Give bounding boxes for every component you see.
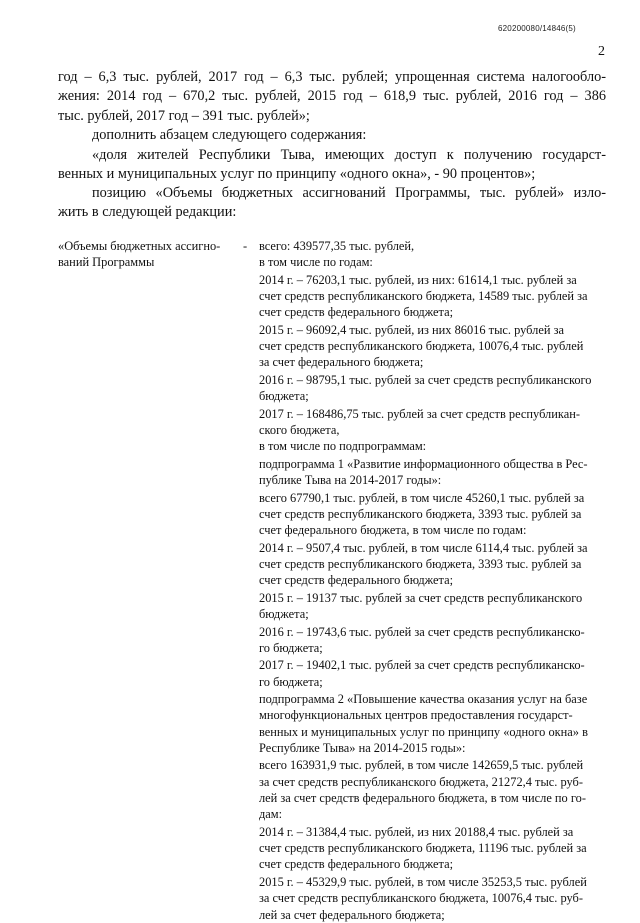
content-line: за счет федерального бюджета; <box>259 355 424 370</box>
content-line: подпрограмма 2 «Повышение качества оказания услуг на базе <box>259 692 588 707</box>
content-line: 2015 г. – 19137 тыс. рублей за счет средств республиканского <box>259 590 583 605</box>
content-line: 2015 г. – 45329,9 тыс. рублей, в том числе 35253,5 тыс. рублей <box>259 874 587 889</box>
paragraph-add-clause <box>58 126 606 145</box>
content-line: ского бюджета, <box>259 423 340 438</box>
content-line: в том числе по годам: <box>259 255 373 270</box>
paragraph-tax-continuation <box>58 68 606 126</box>
content-line: всего 163931,9 тыс. рублей, в том числе 142659,5 тыс. рублей <box>259 758 584 773</box>
content-line: Республике Тыва» на 2014-2015 годы»: <box>259 740 466 755</box>
table-content-cell <box>259 238 610 923</box>
content-line: всего: 439577,35 тыс. рублей, <box>259 239 415 253</box>
content-line: 2015 г. – 96092,4 тыс. рублей, из них 86016 тыс. рублей за <box>259 322 564 337</box>
text-line: жения: 2014 год – 670,2 тыс. рублей, 2015 год – 618,9 тыс. рублей, 2016 год – 386 <box>58 88 606 105</box>
content-line: счет федерального бюджета, в том числе по годам: <box>259 523 527 538</box>
content-line: счет средств республиканского бюджета, 3393 тыс. рублей за <box>259 506 582 521</box>
content-line: 2014 г. – 9507,4 тыс. рублей, в том числе 6114,4 тыс. рублей за <box>259 540 588 555</box>
content-line: 2014 г. – 31384,4 тыс. рублей, из них 20188,4 тыс. рублей за <box>259 824 574 839</box>
content-line: 2017 г. – 19402,1 тыс. рублей за счет средств республиканско- <box>259 658 585 673</box>
text-line: дополнить абзацем следующего содержания: <box>92 127 367 143</box>
content-line: многофункциональных центров предоставления государст- <box>259 708 573 723</box>
text-line: год – 6,3 тыс. рублей, 2017 год – 6,3 тыс. рублей; упрощенная система налогообло- <box>58 69 606 85</box>
content-line: подпрограмма 1 «Развитие информационного общества в Рес- <box>259 456 588 471</box>
document-id: 620200080/14846(5) <box>498 24 576 33</box>
content-line: за счет средств республиканского бюджета, 10076,4 тыс. руб- <box>259 891 583 906</box>
table-dash: - <box>243 239 248 253</box>
content-line: всего 67790,1 тыс. рублей, в том числе 45260,1 тыс. рублей за <box>259 490 585 505</box>
text-line: тыс. рублей, 2017 год – 391 тыс. рублей»; <box>58 107 310 124</box>
content-line: счет средств республиканского бюджета, 11196 тыс. рублей за <box>259 841 587 856</box>
content-line: счет средств республиканского бюджета, 14589 тыс. рублей за <box>259 289 588 304</box>
content-line: бюджета; <box>259 389 309 404</box>
content-line: 2017 г. – 168486,75 тыс. рублей за счет средств республикан- <box>259 406 580 421</box>
content-line: 2016 г. – 98795,1 тыс. рублей за счет средств республиканского <box>259 372 592 387</box>
content-line: го бюджета; <box>259 640 323 655</box>
paragraph-quote <box>58 146 606 185</box>
content-line: публике Тыва на 2014-2017 годы»: <box>259 473 442 488</box>
content-line: дам: <box>259 807 283 822</box>
paragraph-position <box>58 184 606 223</box>
content-line: лей за счет федерального бюджета; <box>259 907 445 922</box>
label-line: «Объемы бюджетных ассигно- <box>58 239 221 253</box>
content-line: бюджета; <box>259 607 309 622</box>
text-line: жить в следующей редакции: <box>58 204 237 221</box>
label-line: ваний Программы <box>58 255 155 270</box>
content-line: 2016 г. – 19743,6 тыс. рублей за счет средств республиканско- <box>259 624 585 639</box>
text-line: позицию «Объемы бюджетных ассигнований Программы, тыс. рублей» изло- <box>92 185 606 201</box>
content-line: лей за счет средств федерального бюджета, в том числе по го- <box>259 791 586 806</box>
content-line: счет средств федерального бюджета; <box>259 857 454 872</box>
content-line: счет средств республиканского бюджета, 10076,4 тыс. рублей <box>259 339 584 354</box>
text-line: венных и муниципальных услуг по принципу «одного окна», - 90 процентов»; <box>58 166 536 183</box>
content-line: в том числе по подпрограммам: <box>259 439 427 454</box>
page-number: 2 <box>598 44 605 59</box>
content-line: 2014 г. – 76203,1 тыс. рублей, из них: 61614,1 тыс. рублей за <box>259 272 577 287</box>
content-line: счет средств республиканского бюджета, 3393 тыс. рублей за <box>259 556 582 571</box>
content-line: счет средств федерального бюджета; <box>259 573 454 588</box>
text-line: «доля жителей Республики Тыва, имеющих доступ к получению государст- <box>92 147 606 163</box>
content-line: счет средств федерального бюджета; <box>259 305 454 320</box>
content-line: го бюджета; <box>259 674 323 689</box>
content-line: за счет средств республиканского бюджета, 21272,4 тыс. руб- <box>259 774 583 789</box>
content-line: венных и муниципальных услуг по принципу «одного окна» в <box>259 724 588 739</box>
table-label-cell <box>58 238 248 271</box>
